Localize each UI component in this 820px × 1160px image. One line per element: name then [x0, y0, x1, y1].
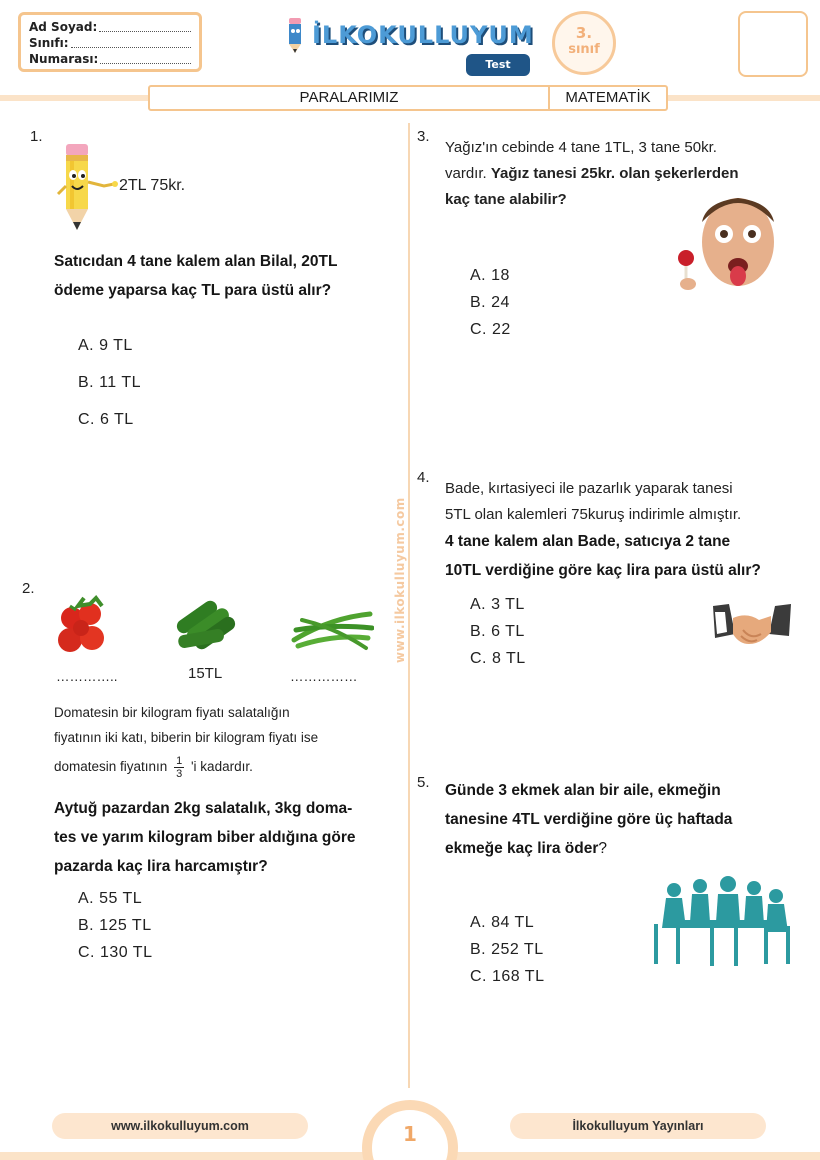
pepper-price: …………… — [290, 669, 358, 684]
logo-text: İLKOKULLUYUM — [312, 21, 534, 49]
class-field[interactable] — [29, 35, 191, 51]
q3-option-c[interactable]: C. 22 — [470, 321, 511, 338]
q4-text: Bade, kırtasiyeci ile pazarlık yaparak tanesi 5TL olan kalemleri 75kuruş indirimle almıştır. — [445, 480, 742, 523]
q1-option-b[interactable]: B. 11 TL — [78, 374, 141, 391]
q5-option-c[interactable]: C. 168 TL — [470, 968, 545, 985]
fraction-one-third: $\frac{1}{3}$ — [176, 754, 183, 780]
q2-option-c[interactable]: C. 130 TL — [78, 944, 153, 961]
tomato-price: ………….. — [56, 669, 118, 684]
q3-number: 3. — [417, 128, 430, 145]
logo — [282, 14, 536, 56]
q1-option-c[interactable]: C. 6 TL — [78, 411, 134, 428]
publisher-name: İlkokulluyum Yayınları — [510, 1113, 766, 1139]
q1-option-a[interactable]: A. 9 TL — [78, 337, 133, 354]
grade-number: 3. — [575, 24, 593, 42]
cucumber-price: 15TL — [188, 665, 223, 682]
q4-question: 4 tane kalem alan Bade, satıcıya 2 tane 10TL verdiğine göre kaç lira para üstü alır? — [445, 533, 761, 579]
q4-number: 4. — [417, 469, 430, 486]
website-link[interactable]: www.ilkokulluyum.com — [52, 1113, 308, 1139]
q2-option-a[interactable]: A. 55 TL — [78, 890, 143, 907]
q3-option-b[interactable]: B. 24 — [470, 294, 510, 311]
page-number: 1 — [403, 1122, 417, 1146]
handshake-icon — [713, 600, 791, 652]
q3-option-a[interactable]: A. 18 — [470, 267, 510, 284]
class-label: Sınıfı: — [29, 36, 69, 50]
green-pepper-icon — [290, 600, 374, 654]
q4-option-c[interactable]: C. 8 TL — [470, 650, 526, 667]
q5-option-b[interactable]: B. 252 TL — [470, 941, 544, 958]
q2-option-b[interactable]: B. 125 TL — [78, 917, 152, 934]
number-field[interactable] — [29, 51, 191, 67]
q2-description: Domatesin bir kilogram fiyatı salatalığın fiyatının iki katı, biberin bir kilogram fiyatı ise domatesin fiyatının $\frac{1}{3}$ 'i kadardır. — [54, 705, 319, 780]
q1-price-tag: 2TL 75kr. — [119, 177, 186, 194]
q1-number: 1. — [30, 128, 43, 145]
q5-question: Günde 3 ekmek alan bir aile, ekmeğin tanesine 4TL verdiğine göre üç haftada ekmeğe kaç lira öder? — [445, 782, 733, 857]
q1-question: Satıcıdan 4 tane kalem alan Bilal, 20TL ödeme yaparsa kaç TL para üstü alır? — [54, 253, 338, 299]
name-field[interactable] — [29, 19, 191, 35]
grade-badge — [552, 11, 616, 75]
q5-number: 5. — [417, 774, 430, 791]
grade-word: sınıf — [568, 42, 600, 57]
q2-question: Aytuğ pazardan 2kg salatalık, 3kg doma- tes ve yarım kilogram biber aldığına göre pazarda kaç lira harcamıştır? — [54, 800, 356, 875]
q5-option-a[interactable]: A. 84 TL — [470, 914, 535, 931]
family-at-table-icon — [650, 876, 792, 968]
pencil-character-icon — [54, 142, 120, 234]
q2-number: 2. — [22, 580, 35, 597]
boy-with-lollipop-icon — [674, 192, 790, 292]
pencil-mascot-icon — [282, 16, 308, 54]
topic-title: PARALARIMIZ — [150, 87, 550, 109]
name-label: Ad Soyad: — [29, 20, 98, 34]
number-label: Numarası: — [29, 52, 99, 66]
cucumber-icon — [170, 592, 242, 654]
subject-title: MATEMATİK — [565, 89, 651, 106]
watermark: www.ilkokulluyum.com — [393, 497, 407, 663]
score-box[interactable] — [738, 11, 808, 77]
title-bar — [148, 85, 668, 111]
tomato-icon — [56, 592, 108, 664]
q4-option-a[interactable]: A. 3 TL — [470, 596, 525, 613]
q3-text: Yağız'ın cebinde 4 tane 1TL, 3 tane 50kr. vardır. Yağız tanesi 25kr. olan şekerlerden kaç tane alabilir? — [445, 139, 739, 208]
q4-option-b[interactable]: B. 6 TL — [470, 623, 525, 640]
student-info-box — [18, 12, 202, 72]
test-badge: Test — [466, 54, 530, 76]
